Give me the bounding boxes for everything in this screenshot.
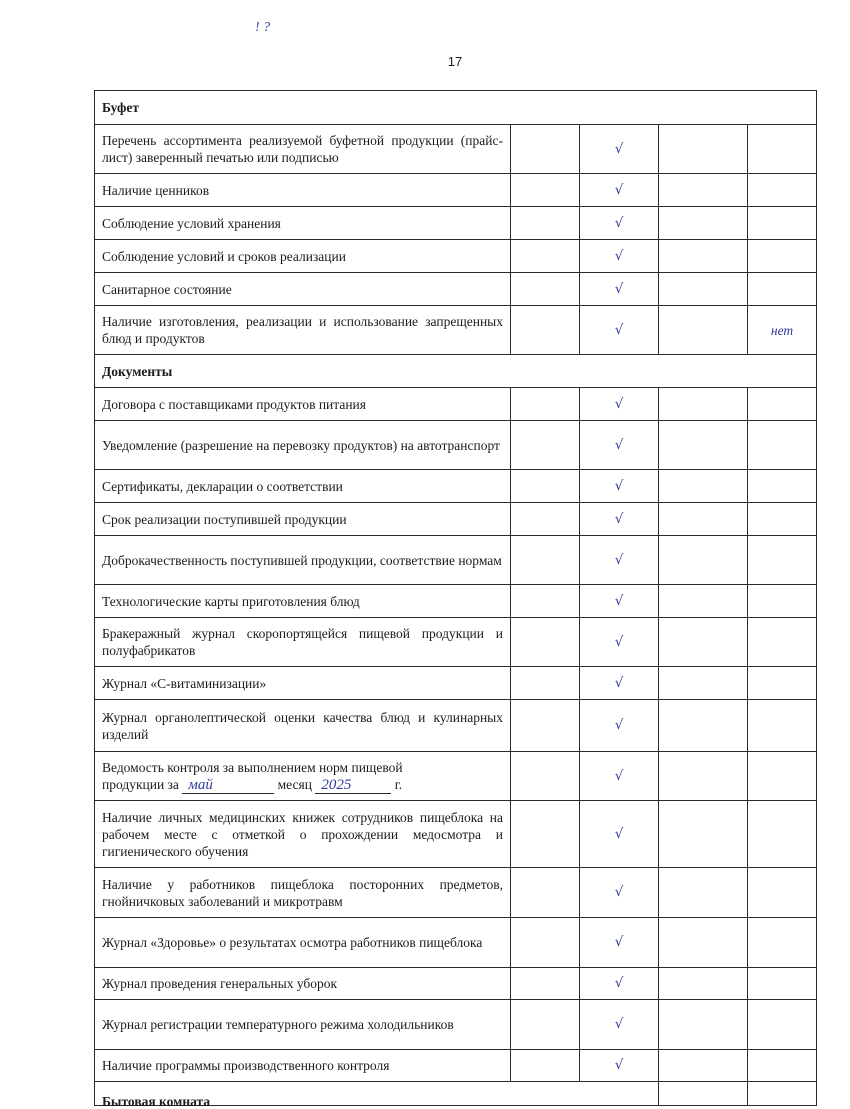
check-mark: √ [580, 1050, 659, 1082]
check-mark: √ [580, 918, 659, 968]
empty-cell [511, 388, 580, 421]
criterion-text: Соблюдение условий и сроков реализации [95, 240, 511, 273]
empty-cell [511, 470, 580, 503]
note-cell [748, 700, 817, 752]
check-mark: √ [580, 388, 659, 421]
empty-cell [659, 207, 748, 240]
note-cell [748, 1000, 817, 1050]
note-cell [748, 273, 817, 306]
empty-cell [511, 125, 580, 174]
empty-cell [511, 207, 580, 240]
section-title-cut [95, 1082, 659, 1109]
empty-cell [659, 667, 748, 700]
table-row [95, 1050, 817, 1082]
criterion-text: Доброкачественность поступившей продукции, соответствие нормам [95, 536, 511, 585]
empty-cell [511, 273, 580, 306]
criterion-text: Бракеражный журнал скоропортящейся пищевой продукции и полуфабрикатов [95, 618, 511, 667]
check-mark: √ [580, 503, 659, 536]
empty-cell [659, 618, 748, 667]
empty-cell [659, 273, 748, 306]
empty-cell [511, 700, 580, 752]
criterion-text: Уведомление (разрешение на перевозку продуктов) на автотранспорт [95, 421, 511, 470]
empty-cell [511, 868, 580, 918]
table-row [95, 240, 817, 273]
note-cell [748, 207, 817, 240]
empty-cell [659, 585, 748, 618]
note-cell [748, 801, 817, 868]
table-row [95, 868, 817, 918]
empty-cell [659, 240, 748, 273]
table-row [95, 306, 817, 355]
criterion-text: Наличие личных медицинских книжек сотрудников пищеблока на рабочем месте с отметкой о прохождении медосмотра и гигиенического обучения [95, 801, 511, 868]
empty-cell [659, 968, 748, 1000]
check-mark: √ [580, 207, 659, 240]
stray-pen-mark: ! ? [255, 20, 271, 35]
criterion-text: Журнал регистрации температурного режима холодильников [95, 1000, 511, 1050]
empty-cell [659, 700, 748, 752]
check-mark: √ [580, 421, 659, 470]
table-row [95, 273, 817, 306]
check-mark: √ [580, 273, 659, 306]
empty-cell [659, 125, 748, 174]
empty-cell [511, 1000, 580, 1050]
criterion-text: Сертификаты, декларации о соответствии [95, 470, 511, 503]
empty-cell [659, 174, 748, 207]
empty-cell [659, 1050, 748, 1082]
table-row [95, 585, 817, 618]
check-mark: √ [580, 536, 659, 585]
next-section-title: Бытовая комната [102, 1094, 211, 1109]
note-cell [748, 918, 817, 968]
table-row [95, 207, 817, 240]
note-cell [748, 503, 817, 536]
check-mark: √ [580, 968, 659, 1000]
empty-cell [659, 536, 748, 585]
note-cell [748, 618, 817, 667]
empty-cell [511, 503, 580, 536]
criterion-text: Перечень ассортимента реализуемой буфетной продукции (прайс-лист) заверенный печатью или подписью [95, 125, 511, 174]
section-title: Документы [95, 355, 817, 388]
empty-cell [511, 618, 580, 667]
table-row [95, 1000, 817, 1050]
note-cell: нет [748, 306, 817, 355]
note-cell [748, 421, 817, 470]
empty-cell [511, 240, 580, 273]
check-mark: √ [580, 585, 659, 618]
check-mark: √ [580, 1000, 659, 1050]
note-cell [748, 174, 817, 207]
check-mark: √ [580, 667, 659, 700]
note-cell [748, 388, 817, 421]
empty-cell [748, 1082, 817, 1106]
check-mark: √ [580, 125, 659, 174]
page-number: 17 [447, 54, 463, 69]
empty-cell [511, 585, 580, 618]
note-cell [748, 968, 817, 1000]
empty-cell [659, 752, 748, 801]
check-mark: √ [580, 752, 659, 801]
criterion-text: Журнал органолептической оценки качества блюд и кулинарных изделий [95, 700, 511, 752]
table-row [95, 667, 817, 700]
criterion-text: Срок реализации поступившей продукции [95, 503, 511, 536]
empty-cell [659, 421, 748, 470]
check-mark: √ [580, 868, 659, 918]
table-row [95, 918, 817, 968]
table-row [95, 700, 817, 752]
empty-cell [659, 1000, 748, 1050]
table-row [95, 503, 817, 536]
empty-cell [511, 918, 580, 968]
note-cell [748, 240, 817, 273]
criterion-text: Технологические карты приготовления блюд [95, 585, 511, 618]
empty-cell [511, 1050, 580, 1082]
note-cell [748, 1050, 817, 1082]
checklist-body [95, 91, 817, 1109]
vedomost-prefix: продукции за [102, 776, 179, 792]
note-cell [748, 125, 817, 174]
vedomost-line-1: Ведомость контроля за выполнением норм пищевой [102, 759, 403, 775]
note-cell [748, 470, 817, 503]
check-mark: √ [580, 801, 659, 868]
check-mark: √ [580, 240, 659, 273]
empty-cell [659, 470, 748, 503]
section-header-row [95, 355, 817, 388]
criterion-text: Наличие программы производственного контроля [95, 1050, 511, 1082]
table-row [95, 388, 817, 421]
handwritten-year: 2025 [315, 778, 391, 794]
check-mark: √ [580, 174, 659, 207]
check-mark: √ [580, 470, 659, 503]
table-row [95, 470, 817, 503]
empty-cell [659, 306, 748, 355]
criterion-text: Журнал «С-витаминизации» [95, 667, 511, 700]
note-cell [748, 667, 817, 700]
criterion-text: Санитарное состояние [95, 273, 511, 306]
empty-cell [511, 968, 580, 1000]
table-row [95, 421, 817, 470]
note-cell [748, 585, 817, 618]
empty-cell [659, 918, 748, 968]
criterion-text: Наличие изготовления, реализации и использование запрещенных блюд и продуктов [95, 306, 511, 355]
empty-cell [659, 1082, 748, 1106]
section-header-row [95, 91, 817, 125]
criterion-text: Наличие у работников пищеблока посторонних предметов, гнойничковых заболеваний и микротравм [95, 868, 511, 918]
empty-cell [511, 667, 580, 700]
check-mark: √ [580, 700, 659, 752]
table-row [95, 752, 817, 801]
note-cell [748, 868, 817, 918]
empty-cell [511, 752, 580, 801]
empty-cell [748, 752, 817, 801]
table-row [95, 618, 817, 667]
check-mark: √ [580, 618, 659, 667]
empty-cell [659, 801, 748, 868]
criterion-text-vedomost [95, 752, 511, 801]
vedomost-suffix: г. [394, 776, 403, 792]
empty-cell [659, 388, 748, 421]
criterion-text: Журнал проведения генеральных уборок [95, 968, 511, 1000]
table-row [95, 801, 817, 868]
check-mark: √ [580, 306, 659, 355]
table-row [95, 968, 817, 1000]
handwritten-month: май [182, 778, 274, 794]
table-row [95, 536, 817, 585]
inspection-checklist-table [94, 90, 817, 1109]
section-header-row [95, 1082, 817, 1106]
criterion-text: Соблюдение условий хранения [95, 207, 511, 240]
section-title: Буфет [95, 91, 817, 125]
empty-cell [511, 801, 580, 868]
empty-cell [659, 503, 748, 536]
table-row [95, 174, 817, 207]
empty-cell [511, 306, 580, 355]
vedomost-middle: месяц [277, 776, 312, 792]
criterion-text: Наличие ценников [95, 174, 511, 207]
note-cell [748, 536, 817, 585]
empty-cell [511, 536, 580, 585]
empty-cell [511, 174, 580, 207]
empty-cell [659, 868, 748, 918]
criterion-text: Договора с поставщиками продуктов питания [95, 388, 511, 421]
criterion-text: Журнал «Здоровье» о результатах осмотра работников пищеблока [95, 918, 511, 968]
table-row [95, 125, 817, 174]
empty-cell [511, 421, 580, 470]
